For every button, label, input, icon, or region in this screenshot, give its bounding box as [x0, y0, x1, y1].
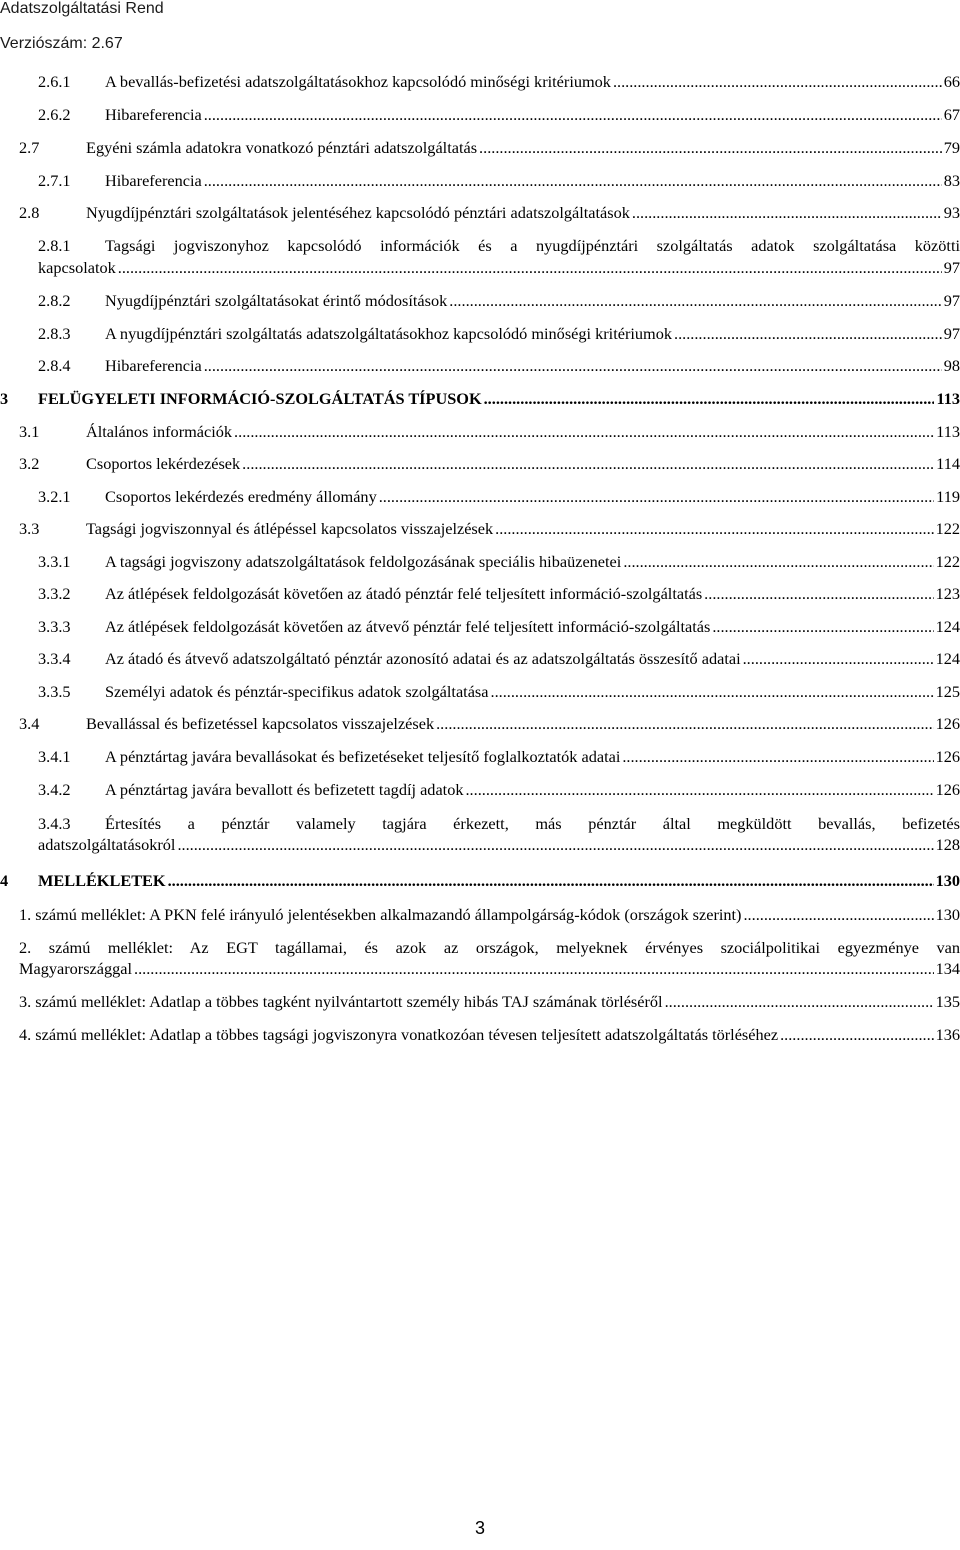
toc-entry-number: 2.8 — [19, 203, 40, 222]
toc-entry-number: 3.4 — [19, 714, 40, 733]
toc-leader-dots — [465, 780, 933, 800]
toc-entry-number: 3.3 — [19, 519, 40, 538]
toc-entry-number: 3.3.1 — [38, 552, 71, 571]
toc-entry-title: A pénztártag javára bevallott és befizetett tagdíj adatok — [105, 780, 464, 799]
toc-leader-dots — [449, 291, 941, 311]
toc-entry-number: 2.6.1 — [38, 72, 71, 91]
toc-leader-dots — [234, 422, 934, 442]
toc-entry-number: 2.7.1 — [38, 171, 71, 190]
toc-entry-page: 97 — [943, 324, 960, 343]
toc-entry-page: 128 — [935, 835, 960, 854]
toc-entry-line-1[interactable] — [19, 938, 960, 958]
toc-entry[interactable] — [38, 291, 960, 311]
toc-entry-number: 2.8.4 — [38, 356, 71, 375]
toc-leader-dots — [379, 487, 934, 507]
toc-entry-page: 126 — [935, 747, 960, 766]
toc-entry[interactable] — [38, 682, 960, 702]
toc-entry-title: A pénztártag javára bevallásokat és befizetéseket teljesítő foglalkoztatók adatai — [105, 747, 621, 766]
toc-entry-title: Bevallással és befizetéssel kapcsolatos visszajelzések — [86, 714, 435, 733]
toc-entry[interactable] — [19, 138, 960, 158]
toc-leader-dots — [204, 171, 942, 191]
toc-leader-dots — [436, 714, 933, 734]
toc-entry-title: Hibareferencia — [105, 105, 202, 124]
toc-entry[interactable] — [38, 584, 960, 604]
toc-leader-dots — [613, 72, 942, 92]
toc-entry-number: 2.7 — [19, 138, 40, 157]
toc-entry-title: Az átadó és átvevő adatszolgáltató pénztár azonosító adatai és az adatszolgáltatás összesítő adatai — [105, 649, 741, 668]
toc-leader-dots — [118, 258, 942, 278]
toc-entry-page: 98 — [943, 356, 960, 375]
version-number: Verziószám: 2.67 — [0, 35, 123, 52]
toc-entry-number: 3.4.3 — [38, 814, 71, 833]
toc-entry-page: 114 — [936, 454, 960, 473]
toc-entry-title: A nyugdíjpénztári szolgáltatás adatszolgáltatásokhoz kapcsolódó minőségi kritériumok — [105, 324, 672, 343]
toc-entry-title: Általános információk — [86, 422, 233, 441]
toc-entry-page: 123 — [935, 584, 960, 603]
toc-entry-title: 2. számú melléklet: Az EGT tagállamai, és azok az országok, melyeknek érvényes szociálpolitikai egyezménye van — [19, 938, 960, 957]
toc-entry-number: 3.2 — [19, 454, 40, 473]
toc-leader-dots — [134, 959, 934, 979]
toc-entry-number: 3.3.2 — [38, 584, 71, 603]
toc-entry-page: 130 — [935, 871, 960, 890]
toc-entry-page: 122 — [935, 552, 960, 571]
toc-entry-page: 113 — [936, 389, 960, 408]
toc-entry-title: FELÜGYELETI INFORMÁCIÓ-SZOLGÁLTATÁS TÍPUSOK — [38, 389, 482, 408]
toc-entry-page: 125 — [935, 682, 960, 701]
toc-chapter[interactable] — [0, 871, 960, 891]
toc-entry-number: 3 — [0, 389, 9, 408]
toc-entry[interactable] — [19, 422, 960, 442]
toc-leader-dots — [704, 584, 933, 604]
toc-entry[interactable] — [38, 356, 960, 376]
toc-entry[interactable] — [38, 324, 960, 344]
toc-leader-dots — [622, 747, 933, 767]
toc-entry-page: 122 — [935, 519, 960, 538]
toc-entry-title: Nyugdíjpénztári szolgáltatások jelentéséhez kapcsolódó pénztári adatszolgáltatások — [86, 203, 630, 222]
toc-entry[interactable] — [38, 649, 960, 669]
toc-entry-title: Értesítés a pénztár valamely tagjára érkezett, más pénztár által megküldött bevallás, befizetés — [105, 814, 960, 833]
toc-entry-number: 3.1 — [19, 422, 40, 441]
page-number: 3 — [474, 1518, 485, 1538]
toc-entry[interactable] — [38, 105, 960, 125]
toc-leader-dots — [674, 324, 942, 344]
toc-entry-page: 97 — [943, 291, 960, 310]
toc-entry-line-2[interactable] — [38, 835, 960, 855]
toc-entry-page: 136 — [935, 1025, 960, 1044]
toc-entry-title: Hibareferencia — [105, 356, 202, 375]
toc-entry-page: 83 — [943, 171, 960, 190]
toc-entry-title: Az átlépések feldolgozását követően az átadó pénztár felé teljesített információ-szolgáltatás — [105, 584, 703, 603]
toc-entry[interactable] — [19, 714, 960, 734]
toc-entry-page: 119 — [936, 487, 960, 506]
toc-entry-page: 135 — [935, 992, 960, 1011]
toc-entry-title: A tagsági jogviszony adatszolgáltatások feldolgozásának speciális hibaüzenetei — [105, 552, 622, 571]
toc-leader-dots — [665, 992, 934, 1012]
toc-entry-page: 79 — [943, 138, 960, 157]
toc-entry[interactable] — [38, 747, 960, 767]
toc-entry-number: 2.8.1 — [38, 236, 71, 255]
toc-entry-title-continued: adatszolgáltatásokról — [38, 835, 176, 854]
toc-entry-number: 4 — [0, 871, 9, 890]
toc-entry-page: 113 — [936, 422, 960, 441]
toc-entry[interactable] — [38, 780, 960, 800]
toc-entry-title-continued: kapcsolatok — [38, 258, 116, 277]
toc-entry[interactable] — [19, 454, 960, 474]
toc-entry[interactable] — [19, 992, 960, 1012]
toc-entry-number: 3.3.3 — [38, 617, 71, 636]
toc-entry-number: 3.3.5 — [38, 682, 71, 701]
toc-leader-dots — [632, 203, 942, 223]
toc-leader-dots — [479, 138, 942, 158]
toc-entry-title: Hibareferencia — [105, 171, 202, 190]
toc-entry-number: 3.4.2 — [38, 780, 71, 799]
toc-entry-title-continued: Magyarországgal — [19, 959, 133, 978]
toc-entry[interactable] — [19, 519, 960, 539]
toc-leader-dots — [495, 519, 933, 539]
toc-entry-title: 1. számú melléklet: A PKN felé irányuló jelentésekben alkalmazandó állampolgárság-kódok (országok szerint) — [19, 905, 742, 924]
toc-leader-dots — [780, 1025, 933, 1045]
toc-entry-page: 124 — [935, 617, 960, 636]
toc-leader-dots — [484, 389, 935, 409]
toc-entry-line-1[interactable] — [38, 236, 960, 256]
toc-entry-number: 2.8.3 — [38, 324, 71, 343]
toc-entry[interactable] — [19, 1025, 960, 1045]
toc-leader-dots — [204, 105, 942, 125]
toc-entry-line-2[interactable] — [19, 959, 960, 979]
toc-entry-title: Tagsági jogviszonnyal és átlépéssel kapcsolatos visszajelzések — [86, 519, 494, 538]
toc-leader-dots — [491, 682, 934, 702]
toc-entry-title: 3. számú melléklet: Adatlap a többes tagként nyilvántartott személy hibás TAJ számának törléséről — [19, 992, 663, 1011]
toc-entry[interactable] — [38, 552, 960, 572]
toc-leader-dots — [743, 649, 934, 669]
toc-entry[interactable] — [38, 171, 960, 191]
toc-entry-page: 130 — [935, 905, 960, 924]
toc-entry-number: 3.3.4 — [38, 649, 71, 668]
toc-leader-dots — [743, 905, 933, 925]
toc-chapter[interactable] — [0, 389, 960, 409]
toc-entry-page: 93 — [943, 203, 960, 222]
toc-entry-page: 134 — [935, 959, 960, 978]
toc-leader-dots — [712, 617, 933, 637]
toc-leader-dots — [177, 835, 933, 855]
toc-entry-title: Csoportos lekérdezés eredmény állomány — [105, 487, 377, 506]
toc-entry-title: Tagsági jogviszonyhoz kapcsolódó információk és a nyugdíjpénztári szolgáltatás adatok szolgáltatása közötti — [105, 236, 960, 255]
toc-entry-line-2[interactable] — [38, 258, 960, 278]
toc-leader-dots — [623, 552, 933, 572]
toc-entry-page: 66 — [943, 72, 960, 91]
toc-entry-title: 4. számú melléklet: Adatlap a többes tagsági jogviszonyra vonatkozóan tévesen teljesített adatszolgáltatás törléséhez — [19, 1025, 779, 1044]
toc-entry-title: Csoportos lekérdezések — [86, 454, 241, 473]
toc-entry-title: MELLÉKLETEK — [38, 871, 166, 890]
toc-leader-dots — [168, 871, 934, 891]
toc-entry-title: A bevallás-befizetési adatszolgáltatásokhoz kapcsolódó minőségi kritériumok — [105, 72, 611, 91]
toc-entry-title: Egyéni számla adatokra vonatkozó pénztári adatszolgáltatás — [86, 138, 478, 157]
toc-entry-page: 97 — [943, 258, 960, 277]
toc-entry[interactable] — [38, 72, 960, 92]
toc-leader-dots — [242, 454, 934, 474]
toc-entry-title: Az átlépések feldolgozását követően az átvevő pénztár felé teljesített információ-szolgáltatás — [105, 617, 711, 636]
toc-entry[interactable] — [19, 203, 960, 223]
toc-entry[interactable] — [38, 487, 960, 507]
document-title: Adatszolgáltatási Rend — [0, 0, 164, 17]
toc-entry-number: 3.2.1 — [38, 487, 71, 506]
toc-leader-dots — [204, 356, 942, 376]
toc-entry-page: 67 — [943, 105, 960, 124]
toc-entry-title: Nyugdíjpénztári szolgáltatásokat érintő módosítások — [105, 291, 448, 310]
toc-entry-line-1[interactable] — [38, 814, 960, 834]
toc-entry[interactable] — [38, 617, 960, 637]
toc-entry-title: Személyi adatok és pénztár-specifikus adatok szolgáltatása — [105, 682, 489, 701]
toc-entry-number: 2.8.2 — [38, 291, 71, 310]
toc-entry-number: 2.6.2 — [38, 105, 71, 124]
toc-entry[interactable] — [19, 905, 960, 925]
toc-entry-page: 124 — [935, 649, 960, 668]
toc-entry-number: 3.4.1 — [38, 747, 71, 766]
toc-entry-page: 126 — [935, 714, 960, 733]
toc-entry-page: 126 — [935, 780, 960, 799]
